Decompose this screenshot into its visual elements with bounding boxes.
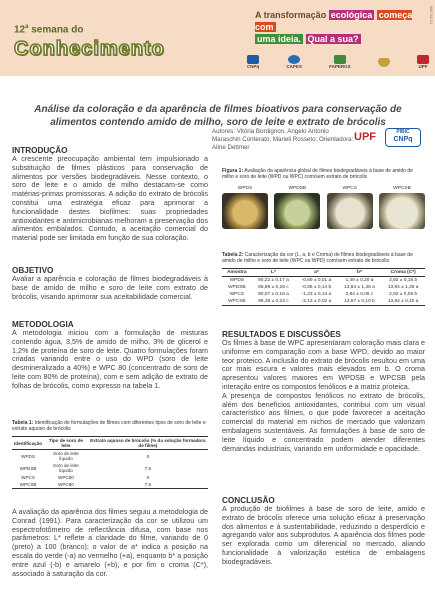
table-row: WPDSB Soro de leite líquido 7,5 <box>19 463 152 473</box>
event-ordinal: a <box>25 24 29 30</box>
table-row: WPDS Soro de leite líquido 0 <box>21 451 150 461</box>
section-text: A crescente preocupação ambiental tem impulsionado a substituição de filmes plásticos para conservação de alimentos por versões biodegradáveis. Nesse contexto, o soro de leite e o amido de milho destacam-se como matérias-primas promissoras. A adição do extrato de brócolis constitui uma estratégia eficaz para aprimorar a funcionalidade destes biofilmes: suas propriedades antioxidantes e antimicrobianas melhoram a preservação dos alimentos embalados. Contudo, a aceitação comercial do material pode ser limitada em função de sua coloração. <box>12 154 208 243</box>
table-row: WPCSB 86,36 ± 0,23 c -2,13 ± 0,02 a 13,67 ± 0,10 b 13,84 ± 0,10 a <box>222 298 425 306</box>
event-number: 12 <box>14 24 26 36</box>
film-photo <box>222 193 268 229</box>
logo-label: CNPq <box>247 64 260 69</box>
logo-label: CNPq <box>393 136 413 143</box>
authors: Autores: Vitória Bordignon, Angelo Antonio Maraschin Conterato, Marieli Rosseto; Orientadora: Aline Dettmer <box>212 128 354 151</box>
film-sample: WPDSB <box>274 186 320 229</box>
table-row: WPCSB WPC80 7,5 <box>12 481 208 489</box>
event-banner <box>0 0 435 76</box>
coat-of-arms-logo <box>378 58 390 67</box>
table-row: WPDS 90,22 ± 0,17 a -0,69 ± 0,01 a 1,49 ± 0,20 a 2,92 ± 0,18 b <box>229 278 418 283</box>
upf-banner-logo <box>417 55 429 69</box>
film-sample: WPDS <box>222 186 268 229</box>
section-text: A presença de compostos fenólicos no extrato de brócolis, além dos benefícios antioxidantes, contribui com um visual característico aos filmes, o que pode favorecer a aceitação comercial do material em nichos de mercado que valorizam embalagens sustentáveis. As formulações à base de soro de leite líquido e concentrado podem atender diferentes demandas industriais, variando em uniformidade e opacidade. <box>222 390 425 453</box>
figure1-block <box>222 168 425 229</box>
poster-code: 000741/21 <box>429 6 433 25</box>
film-photo <box>379 193 425 229</box>
section-text: A metodologia iniciou com a formulação de misturas contendo água, 3,5% de amido de milho, 3% de glicerol e 1,2% de proteína de soro de leite. Quatro formulações foram criadas variando entre o uso do WPD (soro de leite desmineralizado a 40%) e WPC 80 (concentrado de soro de leite com 80% de proteína), com e sem adição de extrato de folhas de brócolis, como expresso na tabela 1. <box>12 328 208 390</box>
logo-label: FAPERGS <box>329 64 351 69</box>
table-header: Identificação <box>12 437 44 450</box>
film-images <box>222 186 425 229</box>
table-header: Extrato aquoso de brócolis (% da solução formadora de filme) <box>88 437 208 450</box>
event-small-text: semana do <box>31 24 84 36</box>
table-row: WPCS WPC80 0 <box>21 475 150 480</box>
shield-icon <box>378 58 390 67</box>
figure-caption: Figura 1: Avaliação da aparência global de filmes biodegradáveis à base de amido de milho e soro de leite (WPD ou WPC) com/sem extrato de brócolis <box>222 168 413 180</box>
table-header: Croma (C*) <box>381 269 425 277</box>
logo-icon <box>288 55 300 64</box>
section-heading: METODOLOGIA <box>12 320 74 329</box>
event-title: Conhecimento <box>14 38 165 60</box>
table-header: L* <box>252 269 296 277</box>
table-header: a* <box>295 269 337 277</box>
conclusion-section <box>222 496 425 567</box>
section-text: Os filmes à base de WPC apresentaram coloração mais clara e uniforme em comparação com a base WPD, devido ao maior teor proteico. A inclusão do extrato de brócolis resultou em uma cor mais escura e valores mais elevados em b. O croma apresentou valores maiores em WPDSB e WPCSB pela interação entre os compostos fenólicos e a matriz proteica. <box>222 338 425 391</box>
table-caption: Tabela 1: Identificação de formulações de filmes com diferentes tipos de soro de leite e extrato aquoso de brócolis <box>12 420 206 432</box>
film-sample: WPCS <box>327 186 373 229</box>
slogan-highlight: Qual a sua? <box>307 34 359 44</box>
fapergs-logo <box>329 55 351 69</box>
slogan-highlight: ecológica <box>330 10 373 20</box>
upf-logo: UPF <box>354 131 376 143</box>
capes-logo <box>286 55 302 69</box>
table1-block <box>12 420 208 489</box>
section-text: A avaliação da aparência dos filmes seguiu a metodologia de Conrad (1991). Para caracterização da cor se utilizou um espectrofotômetro de reflectância difusa, com base nos parâmetros: L* reflete a claridade do filme, variando de 0 (preto) a 100 (branco); o valor de a* indica a posição na escala do verde (-a) ao vermelho (+a), enquanto b* a posição entre azul (-b) e amarelo (+b), e por fim o croma (C*), associado à saturação da cor. <box>12 507 208 578</box>
film-photo <box>274 193 320 229</box>
method-continued <box>12 508 208 578</box>
logo-label: UPF <box>418 64 428 69</box>
logo-label: PIBIC <box>396 129 410 135</box>
table-caption: Tabela 2: Caracterização da cor (L, a, b e Croma) de filmes biodegradáveis à base de amido de milho e soro de leite (WPC ou WPD) com/sem extrato de brócolis <box>222 252 413 264</box>
film-photo <box>327 193 373 229</box>
event-slogan <box>255 9 425 45</box>
section-text: Avaliar a aparência e coloração de filmes biodegradáveis à base de amido de milho e soro de leite com extrato de brócolis, visando aprimorar sua aceitabilidade comercial. <box>12 274 208 301</box>
table-header: Tipo de soro de leite <box>44 437 88 450</box>
section-heading: INTRODUÇÃO <box>12 146 68 155</box>
section-text: A produção de biofilmes à base de soro de leite, amido e extrato de brócolis oferece uma solução eficaz à preservação dos alimentos e à sustentabilidade, reduzindo o desperdício e agregando valor aos subprodutos. A aparência dos filmes pode ser explorada como um diferencial no mercado, aliando funcionalidade à valorização estética de embalagens biodegradáveis. <box>222 504 425 566</box>
cnpq-logo <box>247 55 259 69</box>
logo-icon <box>334 55 346 64</box>
method-section <box>12 320 208 391</box>
section-heading: RESULTADOS E DISCUSSÕES <box>222 330 341 339</box>
table-header: Amostra <box>222 269 252 277</box>
section-heading: OBJETIVO <box>12 266 54 275</box>
table-color <box>222 268 425 306</box>
slogan-highlight: começa com <box>255 10 413 32</box>
logo-icon <box>417 55 429 64</box>
sponsor-logos <box>247 52 429 72</box>
poster-title: Análise da coloração e da aparência de filmes bioativos para conservação de alimentos contendo amido de milho, soro de leite e extrato de brócolis <box>34 104 402 128</box>
table-formulations <box>12 436 208 489</box>
table-row: WPCS 90,07 ± 0,18 a -1,23 ± 0,14 a 2,84 ± 0,06 c 2,92 ± 0,05 b <box>229 292 418 297</box>
objective-section <box>12 266 208 301</box>
film-sample: WPCSB <box>379 186 425 229</box>
intro-section <box>12 146 208 243</box>
logo-label: CAPES <box>286 64 302 69</box>
table2-block <box>222 252 425 306</box>
table-row: WPDSB 65,89 ± 0,28 c -0,86 ± 0,14 b 13,64 ± 1,48 a 13,84 ± 1,39 a <box>228 285 419 290</box>
slogan-highlight: uma ideia. <box>257 34 302 44</box>
slogan-part: A transformação <box>255 10 327 20</box>
logo-icon <box>247 55 259 64</box>
section-heading: CONCLUSÃO <box>222 496 275 505</box>
event-subtitle <box>14 24 84 35</box>
results-section <box>222 330 425 453</box>
table-header: b* <box>338 269 382 277</box>
cnpq-pibic-logo <box>385 128 421 147</box>
